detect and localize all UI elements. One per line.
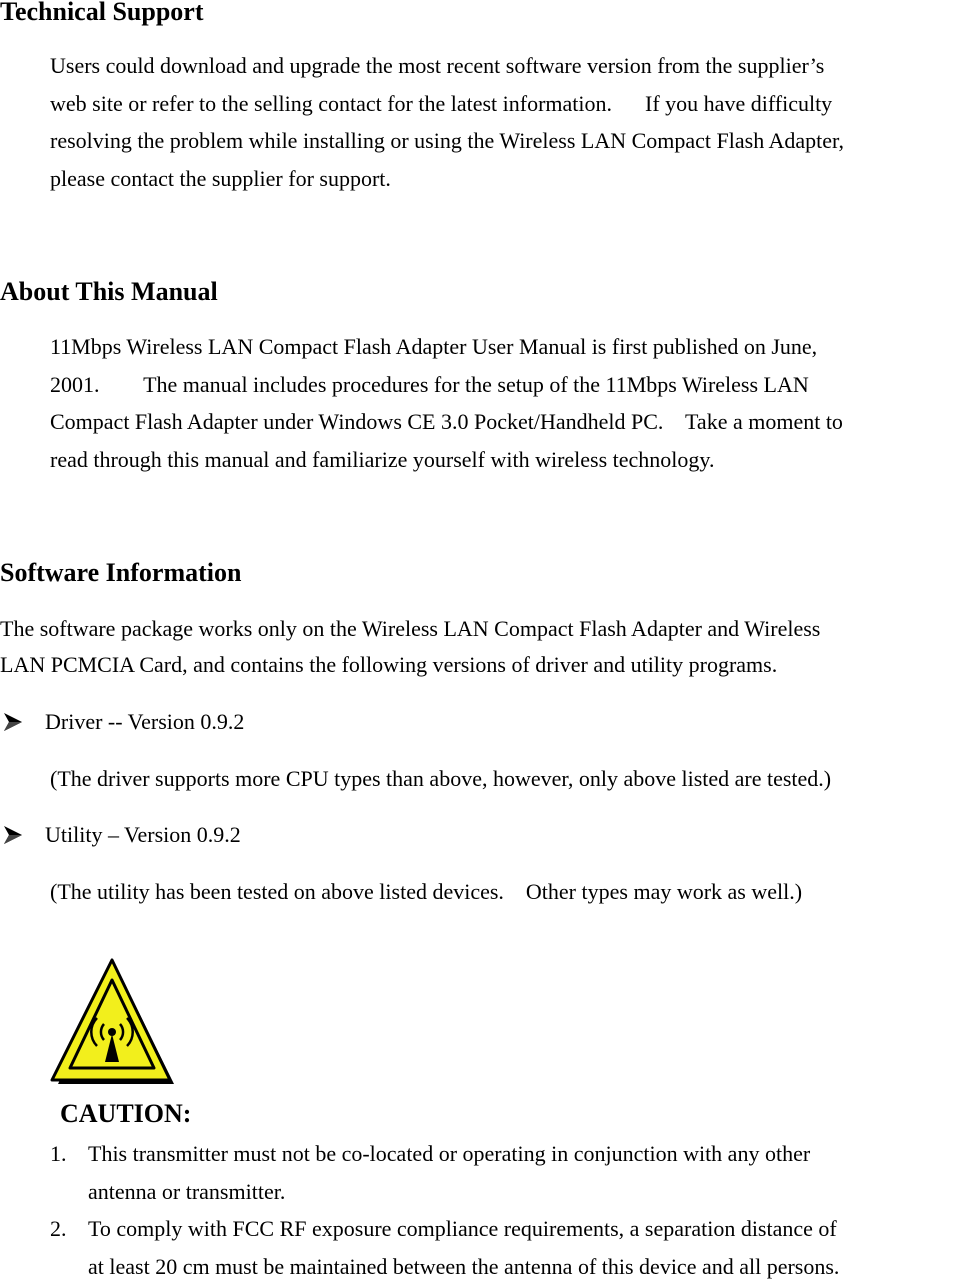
caution-heading: CAUTION: — [60, 1099, 191, 1129]
software-info-intro — [0, 611, 820, 683]
driver-version-item: Driver -- Version 0.9.2 — [45, 707, 244, 737]
arrowhead-bullet-icon — [2, 711, 24, 733]
paragraph-line: This transmitter must not be co-located or operating in conjunction with any other — [88, 1135, 810, 1173]
rf-warning-icon — [50, 958, 176, 1086]
technical-support-heading: Technical Support — [0, 0, 203, 27]
paragraph-line: read through this manual and familiarize yourself with wireless technology. — [50, 441, 843, 479]
about-manual-paragraph — [50, 328, 843, 478]
utility-version-note: (The utility has been tested on above listed devices. Other types may work as well.) — [50, 877, 802, 907]
paragraph-line: 2001. The manual includes procedures for the setup of the 11Mbps Wireless LAN — [50, 366, 843, 404]
driver-version-note: (The driver supports more CPU types than above, however, only above listed are tested.) — [50, 764, 831, 794]
paragraph-line: web site or refer to the selling contact for the latest information. If you have difficulty — [50, 85, 844, 123]
caution-item-number: 1. — [50, 1135, 67, 1173]
caution-item-text — [88, 1210, 839, 1285]
paragraph-line: resolving the problem while installing or using the Wireless LAN Compact Flash Adapter, — [50, 122, 844, 160]
paragraph-line: 11Mbps Wireless LAN Compact Flash Adapter User Manual is first published on June, — [50, 328, 843, 366]
paragraph-line: LAN PCMCIA Card, and contains the following versions of driver and utility programs. — [0, 647, 820, 683]
paragraph-line: Users could download and upgrade the most recent software version from the supplier’s — [50, 47, 844, 85]
utility-version-item: Utility – Version 0.9.2 — [45, 820, 241, 850]
about-manual-heading: About This Manual — [0, 277, 218, 307]
paragraph-line: To comply with FCC RF exposure compliance requirements, a separation distance of — [88, 1210, 839, 1248]
arrowhead-bullet-icon — [2, 824, 24, 846]
paragraph-line: antenna or transmitter. — [88, 1173, 810, 1211]
caution-item-number: 2. — [50, 1210, 67, 1248]
paragraph-line: Compact Flash Adapter under Windows CE 3.0 Pocket/Handheld PC. Take a moment to — [50, 403, 843, 441]
paragraph-line: please contact the supplier for support. — [50, 160, 844, 198]
technical-support-paragraph — [50, 47, 844, 197]
paragraph-line: The software package works only on the Wireless LAN Compact Flash Adapter and Wireless — [0, 611, 820, 647]
software-info-heading: Software Information — [0, 558, 241, 588]
caution-item-text — [88, 1135, 810, 1210]
paragraph-line: at least 20 cm must be maintained between the antenna of this device and all persons. — [88, 1248, 839, 1285]
